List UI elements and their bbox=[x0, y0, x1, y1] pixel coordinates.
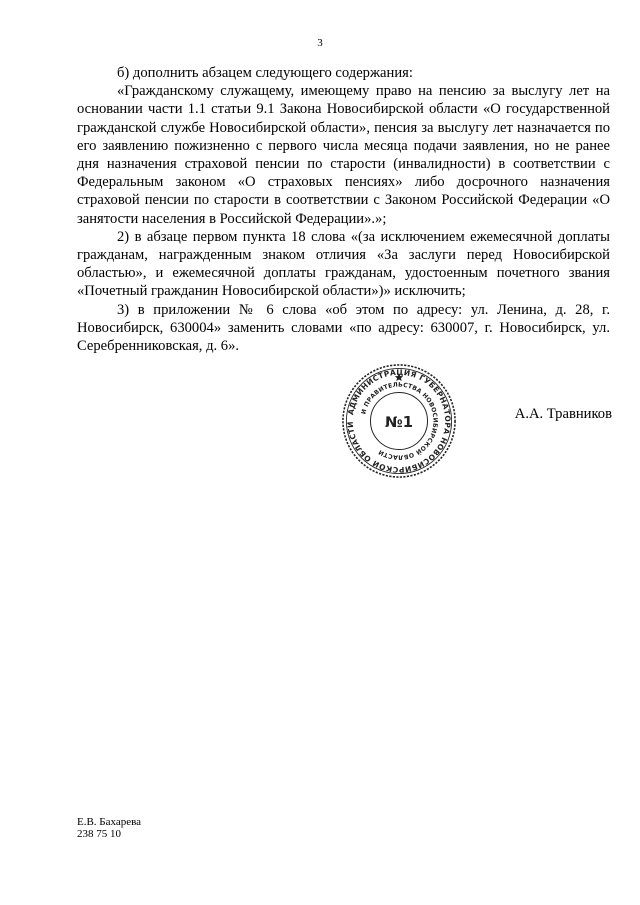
paragraph-item-3: 3) в приложении № 6 слова «об этом по адресу: ул. Ленина, д. 28, г. Новосибирск, 630004» заменить словами «по адресу: 630007, г. Новосибирск, ул. Серебренниковская, д. 6». bbox=[77, 301, 610, 355]
executor-name: Е.В. Бахарева bbox=[77, 816, 142, 828]
page-number: 3 bbox=[317, 37, 323, 49]
official-stamp bbox=[340, 362, 458, 480]
executor-footer bbox=[77, 816, 141, 840]
paragraph-intro: б) дополнить абзацем следующего содержания: bbox=[117, 65, 413, 81]
stamp-number: №1 bbox=[384, 413, 414, 431]
signature-block bbox=[340, 362, 612, 480]
document-body bbox=[77, 64, 610, 355]
stamp-inner-text: И ПРАВИТЕЛЬСТВА НОВОСИБИРСКОЙ ОБЛАСТИ bbox=[360, 381, 439, 461]
stamp-outer-text: АДМИНИСТРАЦИЯ ГУБЕРНАТОРА НОВОСИБИРСКОЙ ОБЛАСТИ bbox=[345, 367, 453, 475]
executor-phone: 238 75 10 bbox=[77, 828, 121, 840]
paragraph-item-2: 2) в абзаце первом пункта 18 слова «(за исключением ежемесячной доплаты гражданам, награжденным знаком отличия «За заслуги перед Новосибирской областью», и ежемесячной доплаты гражданам, удостоенным почетного звания «Почетный гражданин Новосибирской области»)» исключить; bbox=[77, 228, 610, 300]
signatory-name: А.А. Травников bbox=[514, 406, 612, 422]
paragraph-quote: «Гражданскому служащему, имеющему право на пенсию за выслугу лет на основании части 1.1 статьи 9.1 Закона Новосибирской области «О государственной гражданской службе Новосибирской области», пенсия за выслугу лет назначается по его заявлению пожизненно с первого числа месяца подачи заявления, но не ранее дня назначения страховой пенсии по старости (инвалидности) в соответствии с Федеральным законом «О страховых пенсиях» либо досрочного назначения страховой пенсии по старости в соответствии с Законом Российской Федерации «О занятости населения в Российской Федерации».»; bbox=[77, 83, 610, 227]
